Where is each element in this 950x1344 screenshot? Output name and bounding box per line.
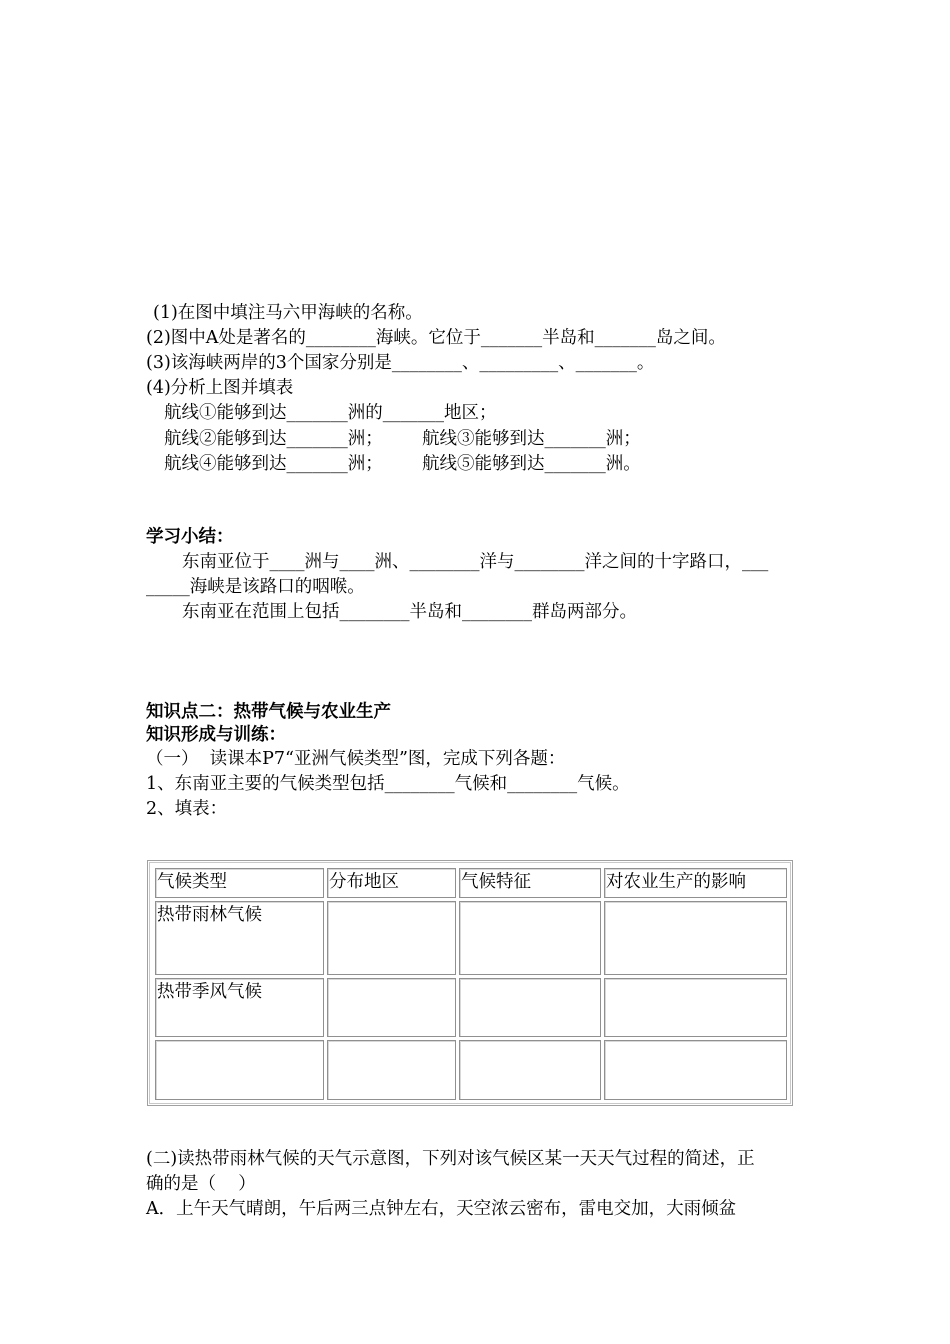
route-3: 航线③能够到达_______洲； [422,429,641,449]
climate-table-frame [147,860,793,1106]
climate-question-1: 1、东南亚主要的气候类型包括________气候和________气候。 [146,774,630,794]
route-1: 航线①能够到达_______洲的_______地区； [164,403,497,423]
climate-table [152,865,790,1103]
route-5: 航线⑤能够到达_______洲。 [422,454,641,474]
table-row [155,978,787,1038]
summary-line-3: 东南亚在范围上包括________半岛和________群岛两部分。 [182,602,637,622]
route-2: 航线②能够到达_______洲； [164,429,383,449]
section-heading: 知识点二：热带气候与农业生产 [146,702,391,722]
table-cell: 热带雨林气候 [155,901,324,975]
part-2-line-1: (二)读热带雨林气候的天气示意图，下列对该气候区某一天天气过程的简述，正 [146,1149,755,1169]
table-cell: 热带季风气候 [155,978,324,1038]
table-cell [604,901,787,975]
table-cell [459,1040,601,1100]
part-2-line-2: 确的是（ ） [146,1174,256,1194]
table-cell [459,978,601,1038]
table-header-cell: 气候特征 [459,868,601,898]
summary-heading: 学习小结： [146,527,234,547]
option-a: A．上午天气晴朗，午后两三点钟左右，天空浓云密布，雷电交加，大雨倾盆 [146,1199,737,1219]
table-cell [327,978,456,1038]
table-row [155,1040,787,1100]
table-header-cell: 气候类型 [155,868,324,898]
question-1: (1)在图中填注马六甲海峡的名称。 [153,303,423,323]
table-cell [604,978,787,1038]
section-subheading: 知识形成与训练： [146,725,286,745]
table-row [155,901,787,975]
table-header-cell: 对农业生产的影响 [604,868,787,898]
route-4: 航线④能够到达_______洲； [164,454,383,474]
question-2: (2)图中A处是著名的________海峡。它位于_______半岛和_______岛之间。 [146,328,726,348]
table-cell [327,1040,456,1100]
summary-line-2: _____海峡是该路口的咽喉。 [146,577,365,597]
question-3: (3)该海峡两岸的3个国家分别是________、_________、_______。 [146,353,655,373]
table-cell [155,1040,324,1100]
part-1-instruction: （一） 读课本P7“亚洲气候类型”图，完成下列各题： [146,749,566,769]
table-header-cell: 分布地区 [327,868,456,898]
question-4: (4)分析上图并填表 [146,378,294,398]
table-header-row [155,868,787,898]
table-cell [459,901,601,975]
summary-line-1: 东南亚位于____洲与____洲、________洋与________洋之间的十字路口，___ [182,552,769,572]
table-cell [327,901,456,975]
climate-question-2: 2、填表： [146,799,228,819]
table-cell [604,1040,787,1100]
